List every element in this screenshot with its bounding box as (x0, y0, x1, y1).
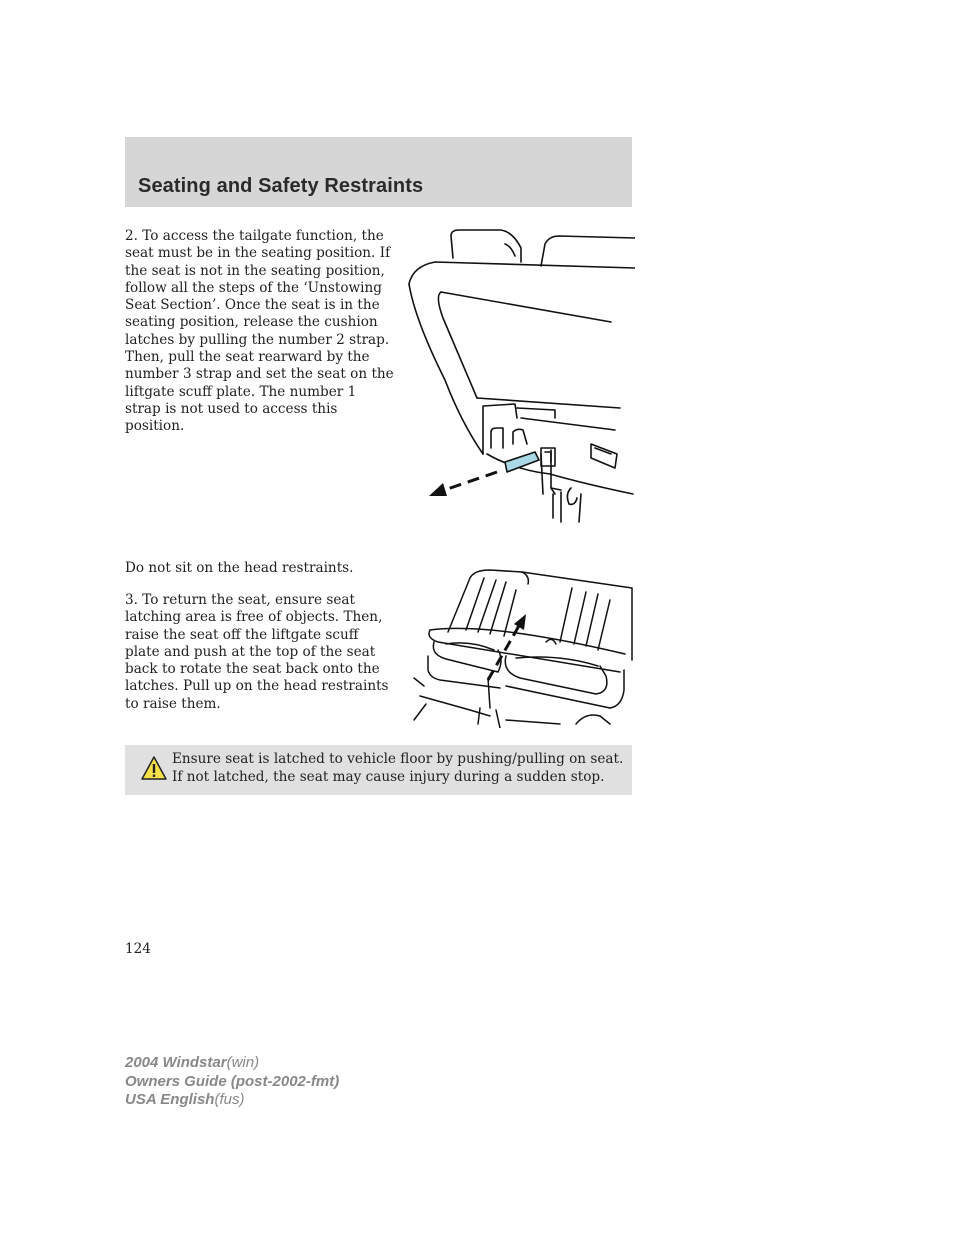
seat-return-figure (410, 560, 635, 728)
step-2-paragraph: 2. To access the tailgate function, the seat must be in the seating position. If the seat is not in the seating position, follow all the steps of the ‘Unstowing Seat Section’. Once the seat is in the seating position, release the cushion latches by pulling the number 2 strap. Then, pull the seat rearward by the number 3 strap and set the seat on the liftgate scuff plate. The number 1 strap is not used to access this position. (125, 228, 394, 435)
page-number: 124 (125, 941, 151, 957)
footer-guide: Owners Guide (post-2002-fmt) (125, 1072, 340, 1090)
footer-line-1 (125, 1054, 339, 1073)
warning-text: Ensure seat is latched to vehicle floor by pushing/pulling on seat. If not latched, the seat may cause injury during a sudden stop. (172, 751, 624, 785)
footer-language-code: (fus) (214, 1091, 245, 1108)
push-direction-arrow (488, 624, 520, 680)
footer-line-2 (125, 1073, 339, 1092)
head-restraint-caution: Do not sit on the head restraints. (125, 560, 354, 576)
footer-language: USA English (125, 1091, 215, 1108)
step-3-paragraph: 3. To return the seat, ensure seat latching area is free of objects. Then, raise the seat off the liftgate scuff plate and push at the top of the seat back to rotate the seat back onto the latches. Pull up on the head restraints to raise them. (125, 592, 389, 712)
footer-model-code: (win) (226, 1054, 260, 1071)
section-header (125, 137, 632, 207)
document-footer (125, 1054, 339, 1110)
warning-triangle-icon (140, 755, 168, 781)
footer-line-3 (125, 1091, 339, 1110)
warning-box (125, 745, 632, 795)
footer-model: 2004 Windstar (125, 1054, 227, 1071)
section-title: Seating and Safety Restraints (138, 175, 424, 197)
tailgate-seat-figure (405, 222, 635, 524)
